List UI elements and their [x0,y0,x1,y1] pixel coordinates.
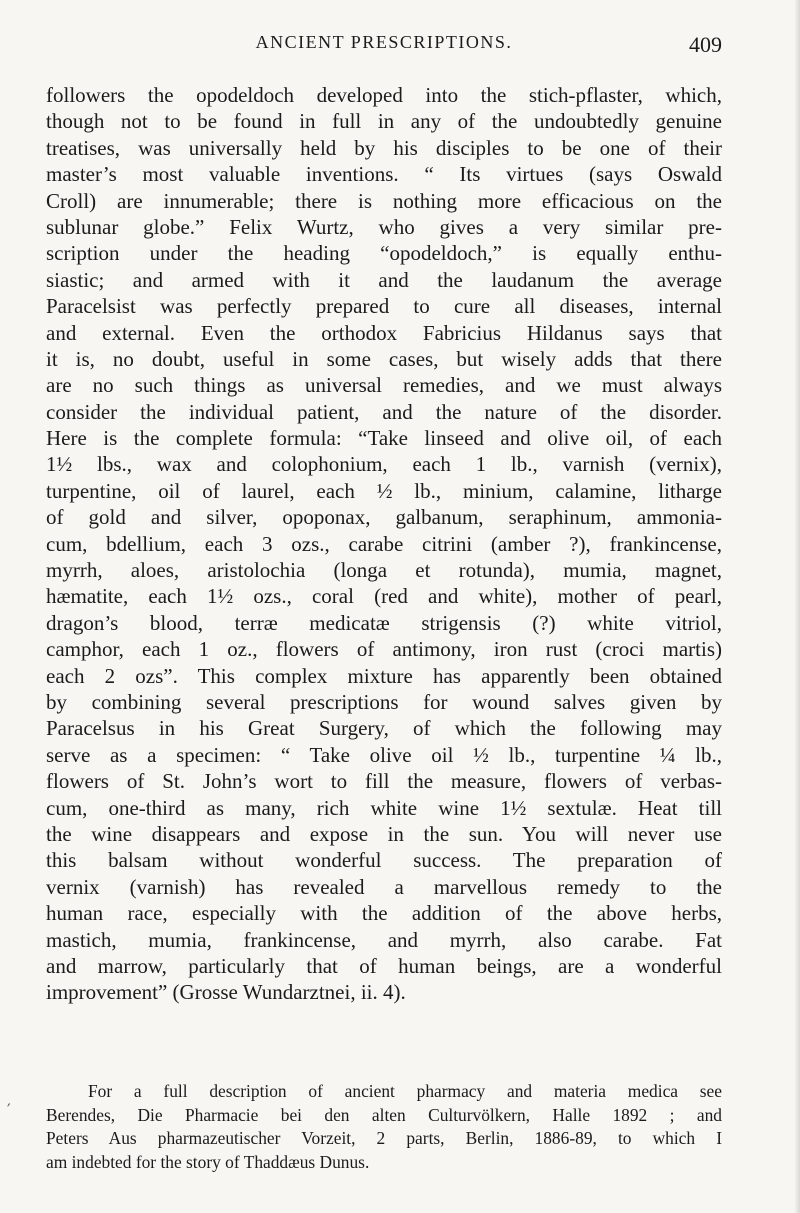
text-line: and external. Even the orthodox Fabricius Hildanus says that [46,320,722,345]
text-line: human race, especially with the addition of the above herbs, [46,901,722,926]
text-line: siastic; and armed with it and the laudanum the average [46,267,722,292]
text-line: treatises, was universally held by his disciples to be one of their [46,135,722,160]
body-paragraph [46,82,722,1006]
text-line: flowers of St. John’s wort to fill the measure, flowers of verbas- [46,769,722,794]
text-line: Here is the complete formula: “Take linseed and olive oil, of each [46,426,722,451]
text-line: scription under the heading “opodeldoch,” is equally enthu- [46,241,722,266]
footnote-line: am indebted for the story of Thaddæus Dunus. [46,1151,370,1172]
text-line: and marrow, particularly that of human beings, are a wonderful [46,953,722,978]
text-line: the wine disappears and expose in the sun. You will never use [46,821,722,846]
page-header [46,30,722,64]
footnote-line: Peters Aus pharmazeutischer Vorzeit, 2 parts, Berlin, 1886-89, to which I [46,1128,722,1149]
text-line: cum, bdellium, each 3 ozs., carabe citrini (amber ?), frankincense, [46,531,722,556]
text-line: are no such things as universal remedies, and we must always [46,373,722,398]
text-line: Croll) are innumerable; there is nothing more efficacious on the [46,188,722,213]
text-line: followers the opodeldoch developed into the stich-pflaster, which, [46,83,722,107]
text-line: consider the individual patient, and the nature of the disorder. [46,399,722,424]
text-line: of gold and silver, opoponax, galbanum, seraphinum, ammonia- [46,505,722,530]
text-line: improvement” (Grosse Wundarztnei, ii. 4). [46,980,406,1005]
text-line: camphor, each 1 oz., flowers of antimony, iron rust (croci martis) [46,637,722,662]
footnote-line: For a full description of ancient pharmacy and materia medica see [88,1081,722,1101]
text-line: 1½ lbs., wax and colophonium, each 1 lb., varnish (vernix), [46,452,722,477]
text-line: Paracelsus in his Great Surgery, of which the following may [46,716,722,741]
footnote-line: Berendes, Die Pharmacie bei den alten Culturvölkern, Halle 1892 ; and [46,1104,722,1125]
text-line: though not to be found in full in any of the undoubtedly genuine [46,109,722,134]
text-line: it is, no doubt, useful in some cases, but wisely adds that there [46,346,722,371]
page-number: 409 [689,32,722,57]
text-line: each 2 ozs”. This complex mixture has apparently been obtained [46,663,722,688]
page-edge-shadow [794,0,800,1213]
text-line: dragon’s blood, terræ medicatæ strigensis (?) white vitriol, [46,610,722,635]
text-line: master’s most valuable inventions. “ Its virtues (says Oswald [46,162,722,187]
margin-mark: ′ [7,1100,11,1119]
text-line: serve as a specimen: “ Take olive oil ½ lb., turpentine ¼ lb., [46,742,722,767]
text-line: mastich, mumia, frankincense, and myrrh, also carabe. Fat [46,927,722,952]
text-line: Paracelsist was perfectly prepared to cure all diseases, internal [46,294,722,319]
text-line: vernix (varnish) has revealed a marvellous remedy to the [46,874,722,899]
text-line: this balsam without wonderful success. The preparation of [46,848,722,873]
text-line: sublunar globe.” Felix Wurtz, who gives a very similar pre- [46,214,722,239]
text-line: cum, one-third as many, rich white wine 1½ sextulæ. Heat till [46,795,722,820]
text-line: by combining several prescriptions for wound salves given by [46,689,722,714]
text-line: hæmatite, each 1½ ozs., coral (red and white), mother of pearl, [46,584,722,609]
footnote [46,1080,722,1174]
text-line: turpentine, oil of laurel, each ½ lb., minium, calamine, litharge [46,478,722,503]
running-title: ANCIENT PRESCRIPTIONS. [255,32,513,52]
text-line: myrrh, aloes, aristolochia (longa et rotunda), mumia, magnet, [46,558,722,583]
